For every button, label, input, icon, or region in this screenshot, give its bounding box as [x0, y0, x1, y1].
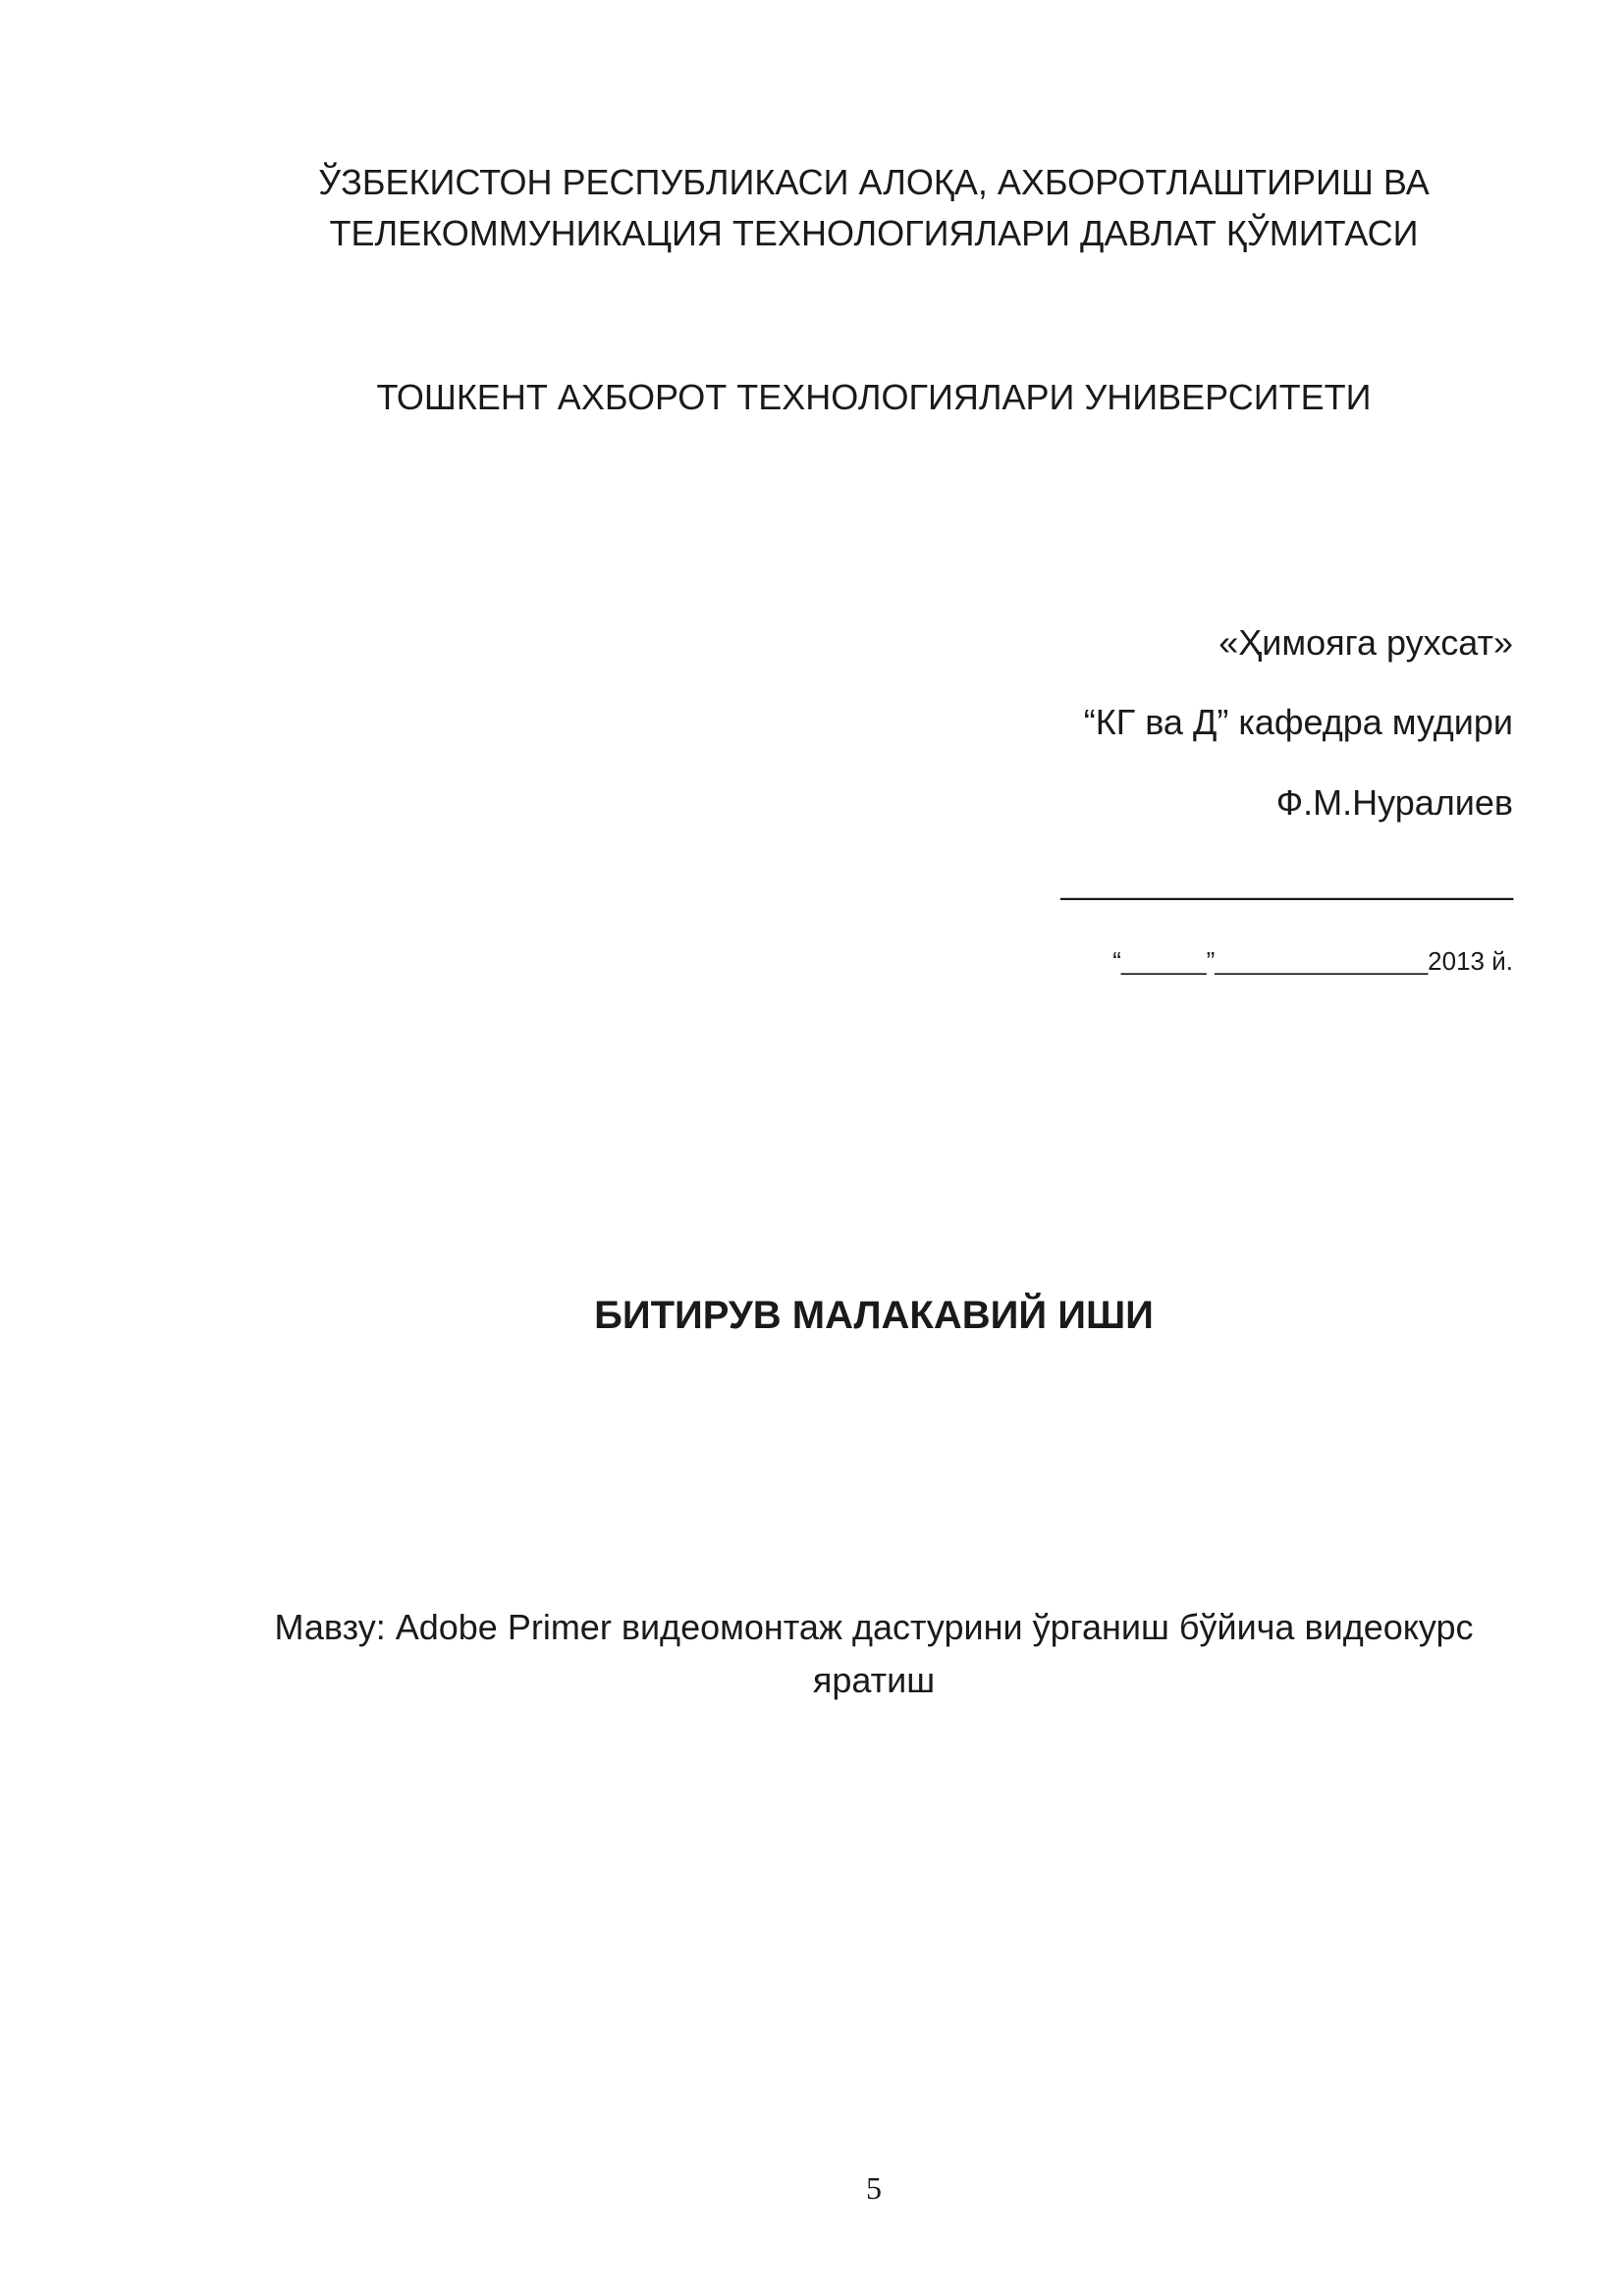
topic-line-2: яратиш [812, 1660, 936, 1700]
ministry-name-line-1: ЎЗБЕКИСТОН РЕСПУБЛИКАСИ АЛОҚА, АХБОРОТЛАШТИРИШ ВА [318, 162, 1430, 202]
document-title: БИТИРУВ МАЛАКАВИЙ ИШИ [594, 1294, 1154, 1337]
approval-name: Ф.М.Нуралиев [1275, 782, 1513, 823]
approval-permission: «Ҳимояга рухсат» [1218, 622, 1513, 663]
signature-line: _______________________ [1060, 861, 1513, 901]
ministry-name-line-2: ТЕЛЕКОММУНИКАЦИЯ ТЕХНОЛОГИЯЛАРИ ДАВЛАТ ҚЎМИТАСИ [329, 213, 1419, 253]
topic-line-1: Мавзу: Adobe Primer видеомонтаж дастурини ўрганиш бўйича видеокурс [274, 1607, 1474, 1647]
approval-date-line: “______”_______________2013 й. [1112, 946, 1513, 976]
university-name: ТОШКЕНТ АХБОРОТ ТЕХНОЛОГИЯЛАРИ УНИВЕРСИТЕТИ [376, 377, 1372, 417]
page-number: 5 [866, 2170, 882, 2206]
approval-position: “КГ ва Д” кафедра мудири [1083, 702, 1513, 742]
